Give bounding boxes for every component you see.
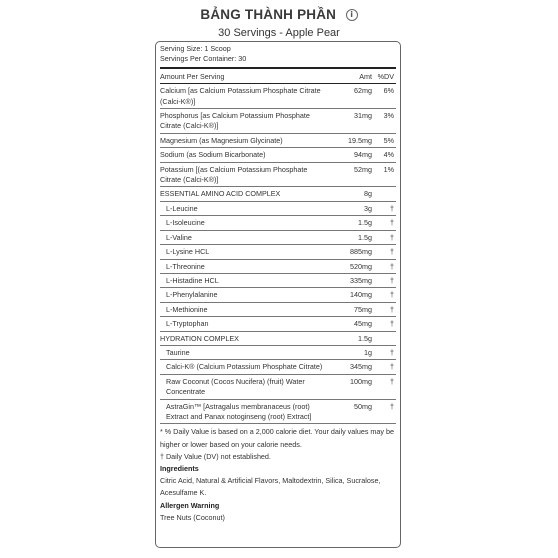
nutrient-row	[160, 260, 396, 274]
nutrient-dv: †	[390, 218, 394, 228]
nutrient-row	[160, 216, 396, 230]
nutrient-row	[160, 274, 396, 288]
nutrient-name: L-Isoleucine	[166, 218, 205, 228]
nutrient-name: Sodium (as Sodium Bicarbonate)	[160, 150, 266, 160]
nutrient-row	[160, 317, 396, 331]
nutrient-name: ESSENTIAL AMINO ACID COMPLEX	[160, 189, 281, 199]
nutrient-dv: †	[390, 261, 394, 271]
nutrient-dv: 4%	[383, 150, 394, 160]
nutrient-amount: 345mg	[350, 362, 372, 372]
ingredients-label: Ingredients	[160, 463, 199, 473]
nutrient-name: L-Lysine HCL	[166, 247, 210, 257]
nutrient-row	[160, 288, 396, 302]
nutrient-dv: †	[390, 376, 394, 386]
nutrient-amount: 885mg	[350, 247, 372, 257]
nutrient-name: Raw Coconut (Cocos Nucifera) (fruit) Water Concentrate	[166, 376, 305, 397]
nutrient-row	[160, 375, 396, 400]
nutrient-amount: 1.5g	[358, 333, 372, 343]
nutrient-amount: 94mg	[354, 150, 372, 160]
page-title: BẢNG THÀNH PHẦN	[200, 7, 337, 22]
nutrient-amount: 520mg	[350, 261, 372, 271]
nutrient-name: L-Threonine	[166, 261, 205, 271]
nutrient-row	[160, 84, 396, 109]
nutrient-name: Potassium [(as Calcium Potassium Phosphate Citrate (Calci-K®)]	[160, 164, 308, 185]
nutrient-dv: †	[390, 304, 394, 314]
nutrient-dv: †	[390, 347, 394, 357]
nutrient-row	[160, 346, 396, 360]
nutrient-row	[160, 360, 396, 374]
nutrient-amount: 335mg	[350, 275, 372, 285]
nutrient-dv: 5%	[383, 135, 394, 145]
supplement-facts-panel	[155, 41, 401, 548]
nutrient-dv: †	[390, 247, 394, 257]
nutrient-name: Magnesium (as Magnesium Glycinate)	[160, 135, 283, 145]
nutrient-name: L-Tryptophan	[166, 319, 209, 329]
nutrient-name: L-Phenylalanine	[166, 290, 218, 300]
nutrient-amount: 50mg	[354, 401, 372, 411]
nutrient-amount: 31mg	[354, 111, 372, 121]
nutrient-amount: 45mg	[354, 319, 372, 329]
nutrient-dv: †	[390, 401, 394, 411]
nutrient-dv: 1%	[383, 164, 394, 174]
nutrient-row	[160, 303, 396, 317]
nutrient-row	[160, 245, 396, 259]
nutrient-amount: 75mg	[354, 304, 372, 314]
nutrient-dv: †	[390, 290, 394, 300]
page-subtitle: 30 Servings - Apple Pear	[218, 27, 340, 39]
dv-footnote: * % Daily Value is based on a 2,000 calorie diet. Your daily values may be higher or lower based on your calorie needs.	[160, 427, 394, 449]
nutrient-dv: †	[390, 319, 394, 329]
nutrient-amount: 1g	[364, 347, 372, 357]
nutrient-dv: †	[390, 362, 394, 372]
nutrient-row	[160, 400, 396, 425]
nutrient-row	[160, 202, 396, 216]
title-row	[0, 6, 558, 24]
nutrient-dv: 6%	[383, 86, 394, 96]
nutrient-rows	[160, 84, 396, 424]
nutrient-name: Taurine	[166, 347, 190, 357]
allergen-label: Allergen Warning	[160, 500, 220, 510]
nutrient-row	[160, 332, 396, 346]
nutrient-name: L-Methionine	[166, 304, 208, 314]
nutrient-name: Calci-K® (Calcium Potassium Phosphate Citrate)	[166, 362, 323, 372]
nutrient-amount: 8g	[364, 189, 372, 199]
nutrient-dv: †	[390, 203, 394, 213]
serving-info	[160, 42, 396, 66]
nutrient-name: L-Histadine HCL	[166, 275, 219, 285]
nutrient-row	[160, 148, 396, 162]
ingredients-text: Citric Acid, Natural & Artificial Flavors, Maltodextrin, Silica, Sucralose, Acesulfame K.	[160, 476, 381, 498]
dv-header: %DV	[377, 71, 394, 81]
nutrient-row	[160, 109, 396, 134]
amount-per-serving-header: Amount Per Serving	[160, 71, 225, 81]
nutrient-row	[160, 163, 396, 188]
nutrient-dv: †	[390, 275, 394, 285]
nutrient-dv: 3%	[383, 111, 394, 121]
info-circle-icon[interactable]: i	[346, 9, 358, 21]
nutrient-name: AstraGin™ [Astragalus membranaceus (root) Extract and Panax notoginseng (root) Extract]	[166, 401, 312, 421]
facts-footer	[160, 424, 396, 524]
nutrient-name: L-Valine	[166, 232, 192, 242]
nutrient-row	[160, 187, 396, 201]
nutrient-amount: 19.5mg	[348, 135, 372, 145]
nutrient-amount: 100mg	[350, 376, 372, 386]
nutrient-name: Calcium [as Calcium Potassium Phosphate Citrate (Calci-K®)]	[160, 86, 321, 106]
allergen-text: Tree Nuts (Coconut)	[160, 512, 225, 522]
amt-header: Amt	[359, 71, 372, 81]
nutrient-row	[160, 134, 396, 148]
nutrient-amount: 3g	[364, 203, 372, 213]
nutrient-amount: 52mg	[354, 164, 372, 174]
nutrient-name: HYDRATION COMPLEX	[160, 333, 239, 343]
column-header-row	[160, 69, 396, 84]
servings-per-container: Servings Per Container: 30	[160, 54, 247, 64]
nutrient-name: L-Leucine	[166, 203, 198, 213]
nutrient-row	[160, 231, 396, 245]
nutrient-amount: 1.5g	[358, 232, 372, 242]
serving-size: Serving Size: 1 Scoop	[160, 44, 231, 53]
nutrient-amount: 62mg	[354, 86, 372, 96]
nutrient-dv: †	[390, 232, 394, 242]
nutrient-name: Phosphorus [as Calcium Potassium Phosphate Citrate (Calci-K®)]	[160, 111, 310, 131]
nutrient-amount: 1.5g	[358, 218, 372, 228]
dagger-footnote: † Daily Value (DV) not established.	[160, 451, 271, 461]
nutrient-amount: 140mg	[350, 290, 372, 300]
